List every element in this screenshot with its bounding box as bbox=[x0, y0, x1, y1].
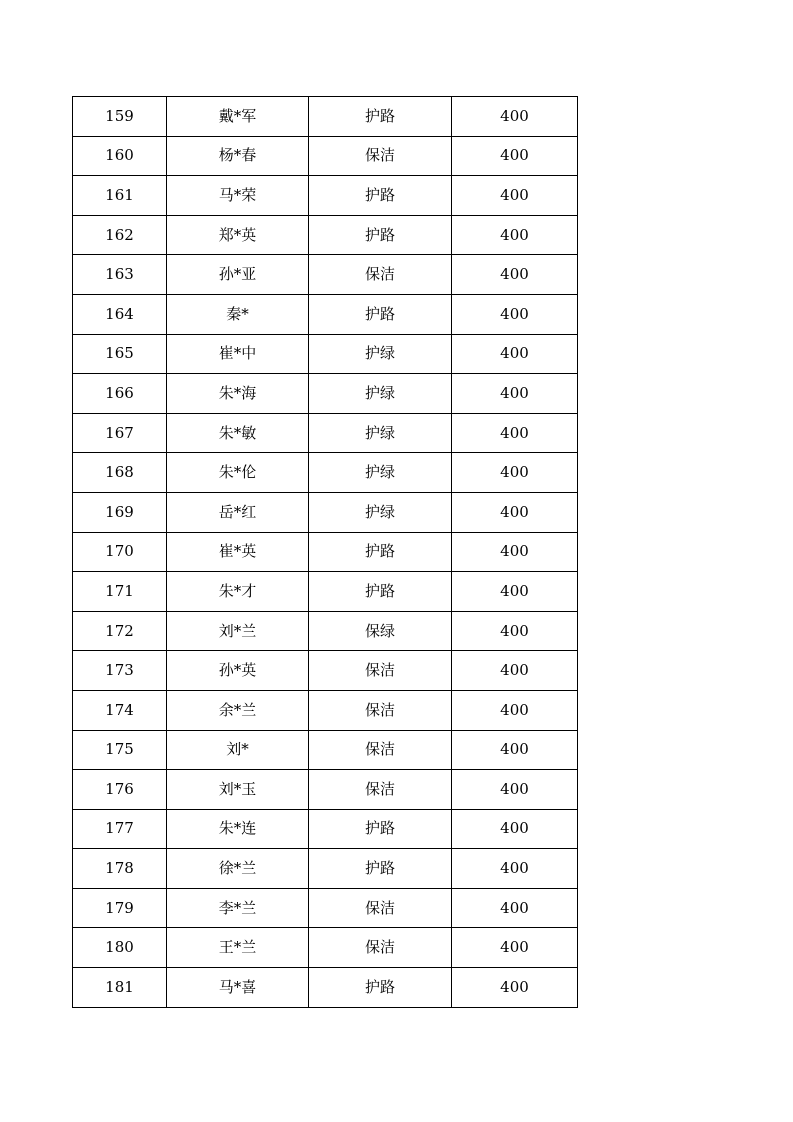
job-type-cell: 保洁 bbox=[309, 928, 452, 968]
job-type-cell: 护绿 bbox=[309, 492, 452, 532]
name-cell: 戴*军 bbox=[167, 97, 309, 137]
name-cell: 刘*兰 bbox=[167, 611, 309, 651]
name-cell: 孙*亚 bbox=[167, 255, 309, 295]
row-number-cell: 165 bbox=[73, 334, 167, 374]
table-row bbox=[73, 136, 578, 176]
name-cell: 孙*英 bbox=[167, 651, 309, 691]
row-number-cell: 161 bbox=[73, 176, 167, 216]
job-type-cell: 保洁 bbox=[309, 730, 452, 770]
name-cell: 郑*英 bbox=[167, 215, 309, 255]
job-type-cell: 护路 bbox=[309, 532, 452, 572]
amount-cell: 400 bbox=[452, 136, 578, 176]
row-number-cell: 179 bbox=[73, 888, 167, 928]
table-row bbox=[73, 492, 578, 532]
job-type-cell: 保洁 bbox=[309, 690, 452, 730]
name-cell: 岳*红 bbox=[167, 492, 309, 532]
amount-cell: 400 bbox=[452, 492, 578, 532]
row-number-cell: 159 bbox=[73, 97, 167, 137]
job-type-cell: 护绿 bbox=[309, 374, 452, 414]
table-row bbox=[73, 572, 578, 612]
amount-cell: 400 bbox=[452, 849, 578, 889]
job-type-cell: 保洁 bbox=[309, 136, 452, 176]
table-row bbox=[73, 532, 578, 572]
table-row bbox=[73, 294, 578, 334]
row-number-cell: 163 bbox=[73, 255, 167, 295]
amount-cell: 400 bbox=[452, 928, 578, 968]
name-cell: 朱*敏 bbox=[167, 413, 309, 453]
row-number-cell: 175 bbox=[73, 730, 167, 770]
job-type-cell: 保绿 bbox=[309, 611, 452, 651]
name-cell: 朱*连 bbox=[167, 809, 309, 849]
job-type-cell: 保洁 bbox=[309, 888, 452, 928]
amount-cell: 400 bbox=[452, 374, 578, 414]
amount-cell: 400 bbox=[452, 968, 578, 1008]
name-cell: 马*荣 bbox=[167, 176, 309, 216]
job-type-cell: 护路 bbox=[309, 294, 452, 334]
row-number-cell: 170 bbox=[73, 532, 167, 572]
name-cell: 崔*中 bbox=[167, 334, 309, 374]
table-row bbox=[73, 97, 578, 137]
job-type-cell: 保洁 bbox=[309, 651, 452, 691]
table-row bbox=[73, 374, 578, 414]
amount-cell: 400 bbox=[452, 888, 578, 928]
name-cell: 朱*才 bbox=[167, 572, 309, 612]
job-type-cell: 保洁 bbox=[309, 770, 452, 810]
name-cell: 徐*兰 bbox=[167, 849, 309, 889]
roster-table bbox=[72, 96, 578, 1008]
job-type-cell: 保洁 bbox=[309, 255, 452, 295]
name-cell: 崔*英 bbox=[167, 532, 309, 572]
job-type-cell: 护绿 bbox=[309, 334, 452, 374]
amount-cell: 400 bbox=[452, 176, 578, 216]
table-row bbox=[73, 809, 578, 849]
name-cell: 秦* bbox=[167, 294, 309, 334]
table-row bbox=[73, 611, 578, 651]
row-number-cell: 172 bbox=[73, 611, 167, 651]
job-type-cell: 护路 bbox=[309, 215, 452, 255]
table-row bbox=[73, 928, 578, 968]
row-number-cell: 174 bbox=[73, 690, 167, 730]
job-type-cell: 护路 bbox=[309, 809, 452, 849]
name-cell: 余*兰 bbox=[167, 690, 309, 730]
name-cell: 朱*海 bbox=[167, 374, 309, 414]
table-row bbox=[73, 176, 578, 216]
row-number-cell: 162 bbox=[73, 215, 167, 255]
roster-table-body bbox=[73, 97, 578, 1008]
row-number-cell: 166 bbox=[73, 374, 167, 414]
amount-cell: 400 bbox=[452, 334, 578, 374]
job-type-cell: 护路 bbox=[309, 572, 452, 612]
job-type-cell: 护绿 bbox=[309, 413, 452, 453]
row-number-cell: 177 bbox=[73, 809, 167, 849]
name-cell: 刘*玉 bbox=[167, 770, 309, 810]
amount-cell: 400 bbox=[452, 453, 578, 493]
row-number-cell: 171 bbox=[73, 572, 167, 612]
name-cell: 朱*伦 bbox=[167, 453, 309, 493]
amount-cell: 400 bbox=[452, 572, 578, 612]
amount-cell: 400 bbox=[452, 294, 578, 334]
name-cell: 杨*春 bbox=[167, 136, 309, 176]
table-row bbox=[73, 255, 578, 295]
name-cell: 刘* bbox=[167, 730, 309, 770]
amount-cell: 400 bbox=[452, 611, 578, 651]
roster-sheet bbox=[72, 96, 578, 1008]
job-type-cell: 护路 bbox=[309, 968, 452, 1008]
amount-cell: 400 bbox=[452, 532, 578, 572]
amount-cell: 400 bbox=[452, 97, 578, 137]
row-number-cell: 164 bbox=[73, 294, 167, 334]
row-number-cell: 181 bbox=[73, 968, 167, 1008]
table-row bbox=[73, 334, 578, 374]
amount-cell: 400 bbox=[452, 770, 578, 810]
table-row bbox=[73, 849, 578, 889]
amount-cell: 400 bbox=[452, 255, 578, 295]
amount-cell: 400 bbox=[452, 215, 578, 255]
table-row bbox=[73, 453, 578, 493]
job-type-cell: 护绿 bbox=[309, 453, 452, 493]
table-row bbox=[73, 770, 578, 810]
name-cell: 马*喜 bbox=[167, 968, 309, 1008]
name-cell: 王*兰 bbox=[167, 928, 309, 968]
job-type-cell: 护路 bbox=[309, 97, 452, 137]
row-number-cell: 173 bbox=[73, 651, 167, 691]
row-number-cell: 160 bbox=[73, 136, 167, 176]
table-row bbox=[73, 888, 578, 928]
amount-cell: 400 bbox=[452, 690, 578, 730]
row-number-cell: 176 bbox=[73, 770, 167, 810]
amount-cell: 400 bbox=[452, 730, 578, 770]
table-row bbox=[73, 215, 578, 255]
job-type-cell: 护路 bbox=[309, 849, 452, 889]
table-row bbox=[73, 690, 578, 730]
row-number-cell: 180 bbox=[73, 928, 167, 968]
table-row bbox=[73, 968, 578, 1008]
job-type-cell: 护路 bbox=[309, 176, 452, 216]
name-cell: 李*兰 bbox=[167, 888, 309, 928]
row-number-cell: 169 bbox=[73, 492, 167, 532]
row-number-cell: 168 bbox=[73, 453, 167, 493]
amount-cell: 400 bbox=[452, 413, 578, 453]
table-row bbox=[73, 651, 578, 691]
table-row bbox=[73, 413, 578, 453]
table-row bbox=[73, 730, 578, 770]
amount-cell: 400 bbox=[452, 809, 578, 849]
row-number-cell: 178 bbox=[73, 849, 167, 889]
row-number-cell: 167 bbox=[73, 413, 167, 453]
amount-cell: 400 bbox=[452, 651, 578, 691]
